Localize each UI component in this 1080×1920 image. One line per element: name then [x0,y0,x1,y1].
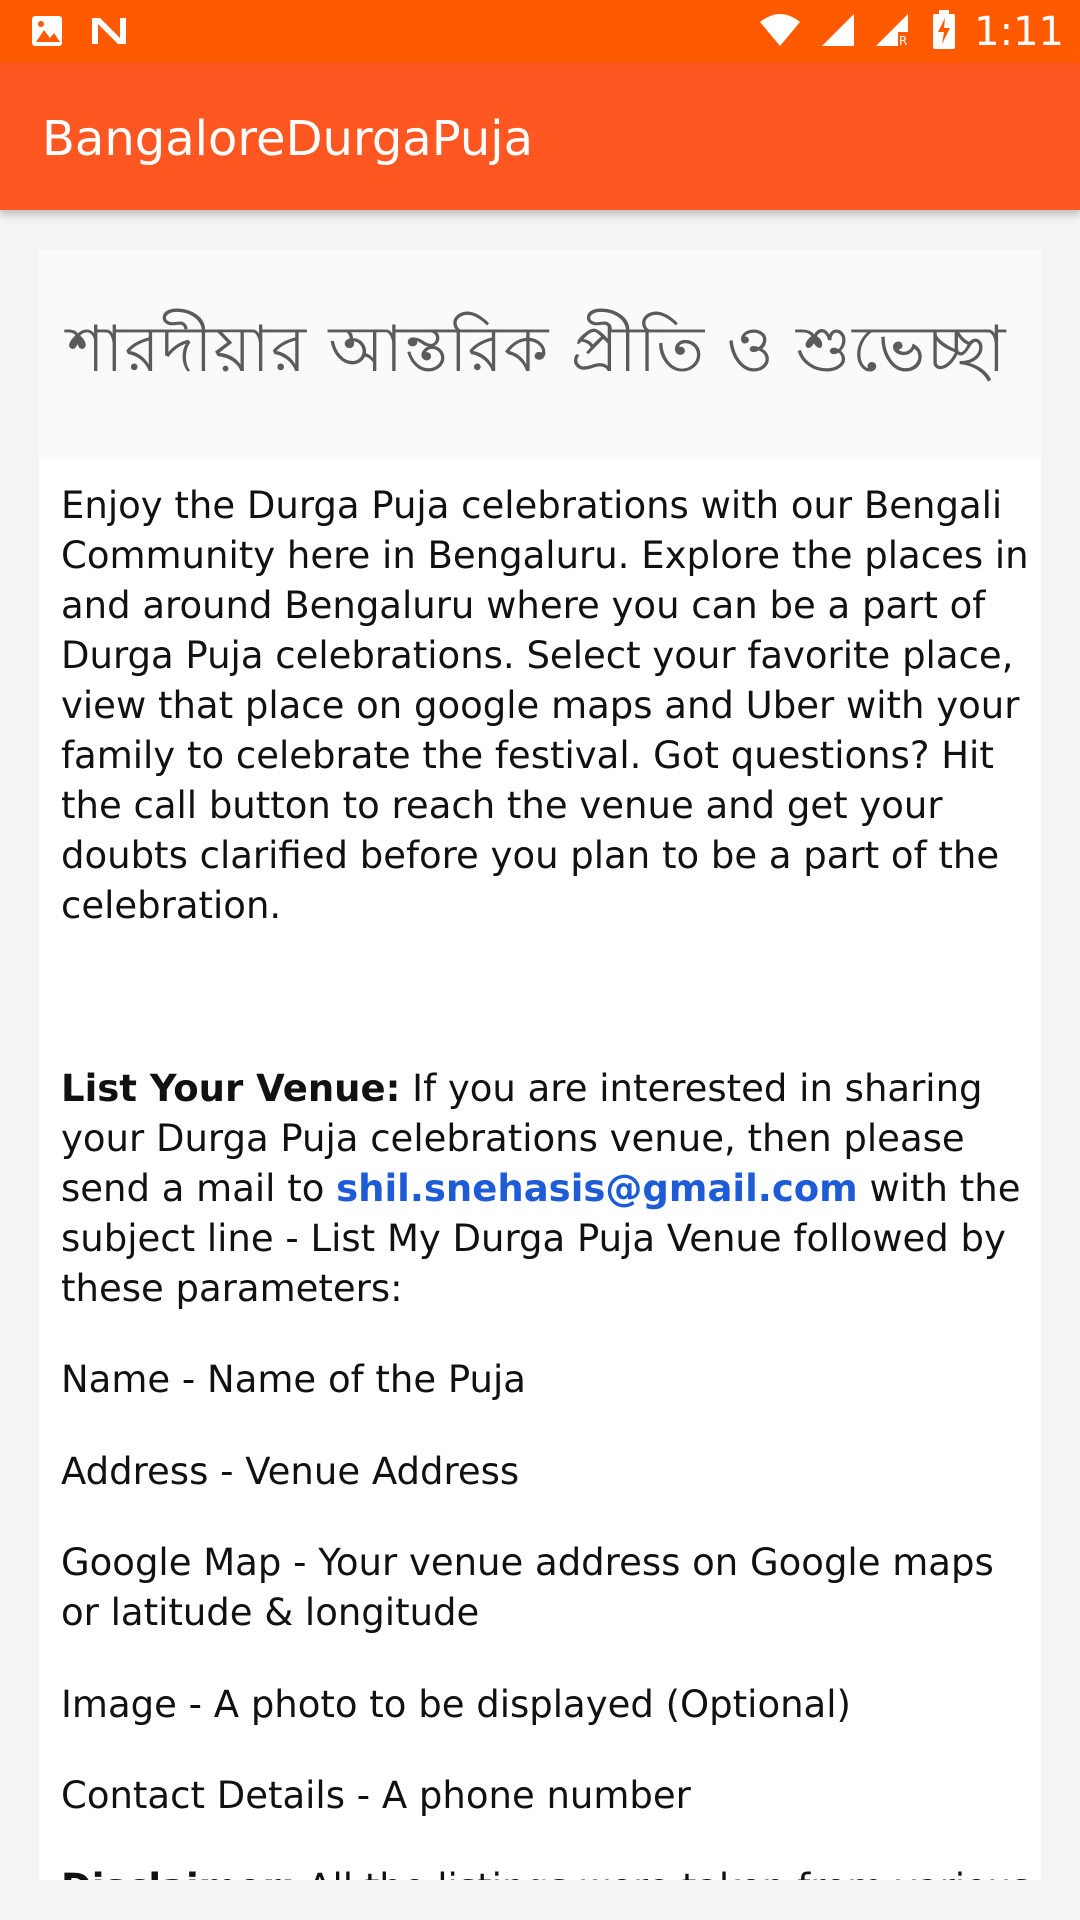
status-right-icons [758,6,1064,58]
banner-text: শারদীয়ার আন্তরিক প্রীতি ও শুভেচ্ছা [67,313,1007,387]
list-venue-heading: List Your Venue: [61,1067,401,1110]
status-bar [0,0,1080,63]
svg-text:R: R [899,34,908,48]
param-name: Name - Name of the Puja [61,1358,526,1401]
param-contact: Contact Details - A phone number [61,1774,691,1817]
intro-paragraph: Enjoy the Durga Puja celebrations with our Bengali Community here in Bengaluru. Explore the places in and around Bengaluru where you can be a part of Durga Puja celebrations. Select your favorite place, view that place on google maps and Uber with your family to celebrate the festival. Got questions? Hit the call button to reach the venue and get your doubts clarified before you plan to be a part of the celebration. [61,484,1029,927]
wifi-icon [758,12,802,52]
list-venue-paragraph [61,1064,1031,1314]
param-google-map: Google Map - Your venue address on Google maps or latitude & longitude [61,1541,994,1634]
bottom-edge [0,1880,1080,1920]
signal-icon [820,12,856,52]
email-link[interactable]: shil.snehasis@gmail.com [336,1167,858,1210]
app-title: BangaloreDurgaPuja [42,111,533,167]
param-address: Address - Venue Address [61,1450,520,1493]
signal-roaming-icon [874,12,914,52]
param-image: Image - A photo to be displayed (Optional) [61,1683,851,1726]
list-venue-text-before: If you are interested in sharing your Durga Puja celebrations venue, then please send a mail to [61,1067,983,1210]
list-venue-text-after: with the subject line - List My Durga Puja Venue followed by these parameters: [61,1167,1021,1310]
n-notification-icon [90,14,128,52]
app-bar [0,63,1080,210]
greeting-banner [39,249,1041,457]
battery-charging-icon [932,10,956,54]
info-card [39,249,1041,1880]
status-left-icons [30,14,128,52]
image-icon [30,14,64,52]
status-time: 1:11 [974,9,1064,55]
